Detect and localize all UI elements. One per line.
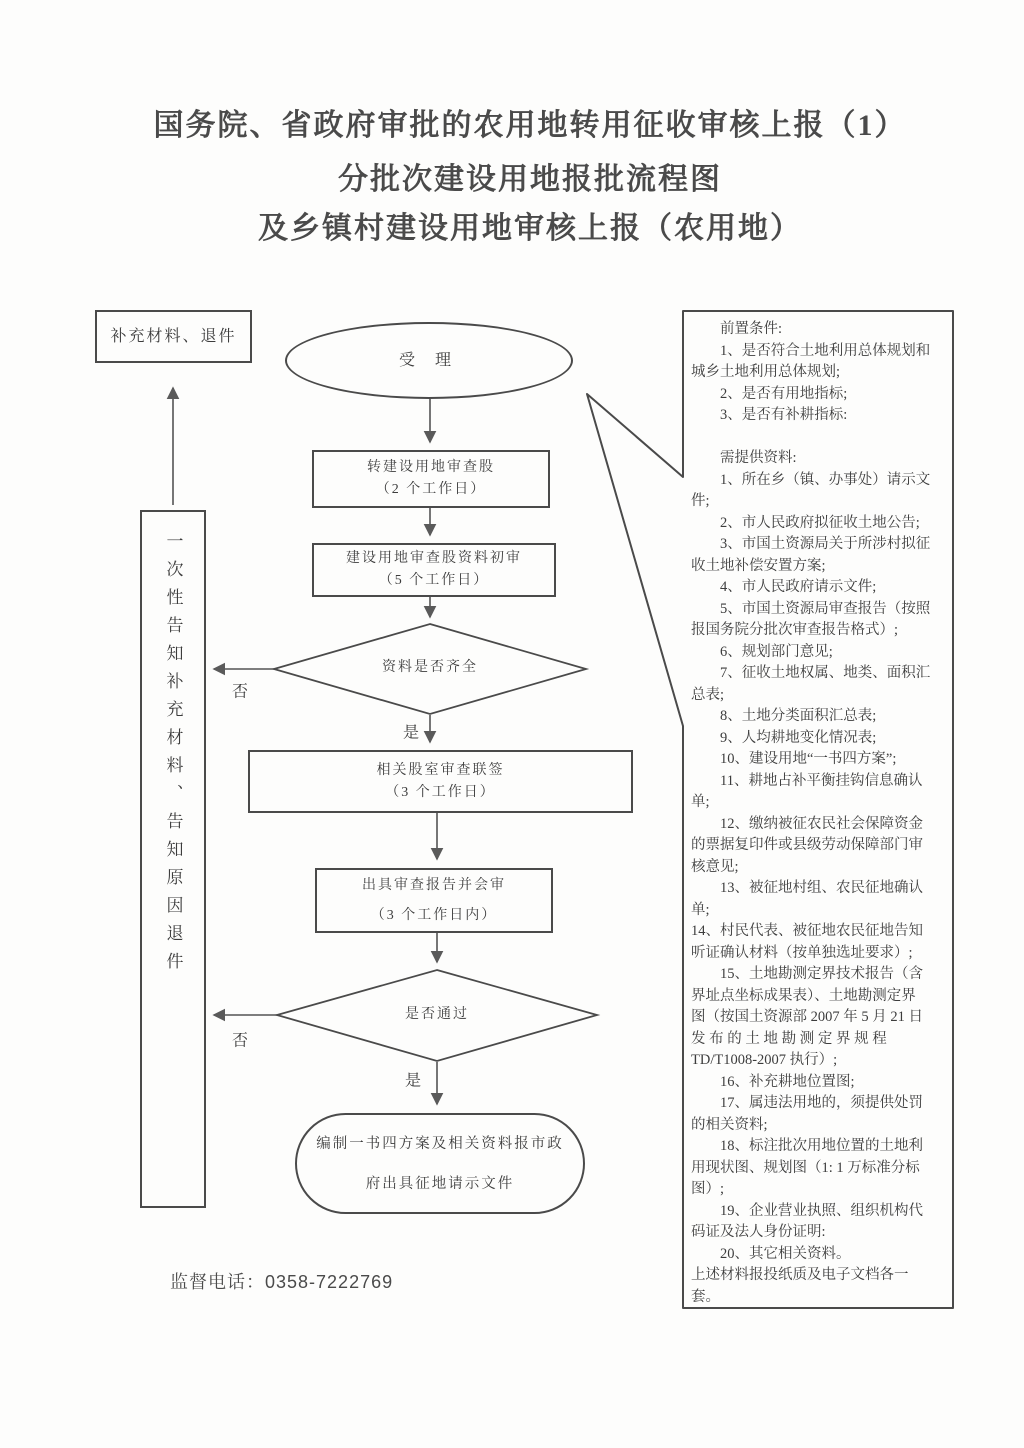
panel-line <box>691 427 947 449</box>
step2-box <box>312 543 556 597</box>
panel-line: 14、村民代表、被征地农民征地告知 <box>691 923 923 939</box>
panel-line: 5、市国土资源局审查报告（按照 <box>720 600 931 617</box>
panel-line: 件; <box>691 493 710 509</box>
step1-duration: （2 个工作日） <box>375 482 487 497</box>
panel-line: 图（按国土资源部 2007 年 5 月 21 日 <box>691 1009 923 1025</box>
final-label-line2: 府出具征地请示文件 <box>365 1175 515 1192</box>
panel-line: 1、所在乡（镇、办事处）请示文 <box>720 471 931 488</box>
panel-line: 15、土地勘测定界技术报告（含 <box>720 966 923 982</box>
panel-line: 码证及法人身份证明: <box>691 1224 826 1240</box>
panel-line: 的相关资料; <box>691 1116 768 1133</box>
panel-line: 前置条件: <box>720 321 783 337</box>
panel-line: 用现状图、规划图（1: 1 万标准分标 <box>691 1159 920 1176</box>
decision2-yes-label: 是 <box>404 1072 422 1090</box>
step1-box <box>312 450 550 508</box>
one-time-notice-label: 一次性告知补充材料、告知原因退件 <box>163 532 183 980</box>
supervision-phone: 监督电话：0358-7222769 <box>170 1272 394 1292</box>
step4-duration: （3 个工作日内） <box>370 907 498 923</box>
panel-line: 单; <box>691 794 710 810</box>
panel-line: TD/T1008-2007 执行）; <box>691 1052 838 1068</box>
panel-line: 7、征收土地权属、地类、面积汇 <box>720 665 931 681</box>
supplement-return-label: 补充材料、退件 <box>110 327 237 345</box>
panel-line: 需提供资料: <box>720 450 797 466</box>
final-stadium <box>295 1113 585 1214</box>
step4-box <box>315 868 553 933</box>
supplement-return-box <box>95 310 252 363</box>
step2-duration: （5 个工作日） <box>378 573 490 588</box>
decision2-label: 是否通过 <box>405 1007 469 1022</box>
panel-line: 总表; <box>691 686 725 703</box>
panel-line: 6、规划部门意见; <box>720 643 833 660</box>
step3-label: 相关股室审查联签 <box>376 762 505 778</box>
panel-line: 单; <box>691 901 710 918</box>
panel-line: 9、人均耕地变化情况表; <box>720 729 877 746</box>
step3-duration: （3 个工作日） <box>385 784 496 800</box>
panel-line: 12、缴纳被征农民社会保障资金 <box>720 815 923 832</box>
panel-line: 18、标注批次用地位置的土地利 <box>720 1138 923 1154</box>
panel-line: 城乡土地利用总体规划; <box>691 364 841 380</box>
panel-line: 19、企业营业执照、组织机构代 <box>720 1202 923 1219</box>
panel-line: 16、补充耕地位置图; <box>720 1073 855 1090</box>
step3-box <box>248 750 633 813</box>
decision1-label: 资料是否齐全 <box>382 660 478 675</box>
accept-label: 受 理 <box>398 351 459 369</box>
step2-label: 建设用地审查股资料初审 <box>346 551 522 566</box>
document-title-line2: 分批次建设用地报批流程图 <box>338 163 722 196</box>
accept-terminator <box>285 322 573 399</box>
decision1-yes-label: 是 <box>402 724 420 742</box>
decision1-no-label: 否 <box>231 683 249 701</box>
step4-label: 出具审查报告并会审 <box>362 877 506 893</box>
one-time-notice-box <box>140 510 206 1208</box>
panel-line: 套。 <box>691 1288 720 1305</box>
panel-line: 8、土地分类面积汇总表; <box>720 708 877 724</box>
panel-line: 核意见; <box>691 858 739 875</box>
panel-line: 13、被征地村组、农民征地确认 <box>720 880 923 896</box>
panel-line: 2、市人民政府拟征收土地公告; <box>720 514 920 531</box>
panel-line: 17、属违法用地的，须提供处罚 <box>720 1095 923 1111</box>
panel-line: 上述材料报投纸质及电子文档各一 <box>691 1267 909 1283</box>
document-title-line3: 及乡镇村建设用地审核上报（农用地） <box>258 212 802 245</box>
panel-line: 4、市人民政府请示文件; <box>720 579 877 595</box>
panel-line: 3、是否有补耕指标: <box>720 407 848 423</box>
panel-line: 10、建设用地“一书四方案”; <box>720 751 897 767</box>
panel-line: 的票据复印件或县级劳动保障部门审 <box>691 837 923 853</box>
panel-line: 收土地补偿安置方案; <box>691 557 826 574</box>
document-title-line1: 国务院、省政府审批的农用地转用征收审核上报（1） <box>153 109 907 142</box>
step1-label: 转建设用地审查股 <box>367 460 495 475</box>
panel-line: 发 布 的 土 地 勘 测 定 界 规 程 <box>691 1030 887 1047</box>
panel-line: 20、其它相关资料。 <box>720 1245 851 1262</box>
decision2-no-label: 否 <box>231 1032 249 1050</box>
precondition-panel-text <box>691 319 947 1308</box>
panel-line: 图）; <box>691 1181 725 1197</box>
panel-line: 2、是否有用地指标; <box>720 385 848 402</box>
final-label-line1: 编制一书四方案及相关资料报市政 <box>316 1135 564 1152</box>
panel-line: 报国务院分批次审查报告格式）; <box>691 622 899 638</box>
panel-line: 3、市国土资源局关于所涉村拟征 <box>720 536 931 552</box>
panel-line: 听证确认材料（按单独选址要求）; <box>691 944 913 961</box>
panel-line: 界址点坐标成果表）、土地勘测定界 <box>691 987 916 1004</box>
panel-line: 11、耕地占补平衡挂钩信息确认 <box>720 772 923 789</box>
panel-line: 1、是否符合土地利用总体规划和 <box>720 342 931 359</box>
